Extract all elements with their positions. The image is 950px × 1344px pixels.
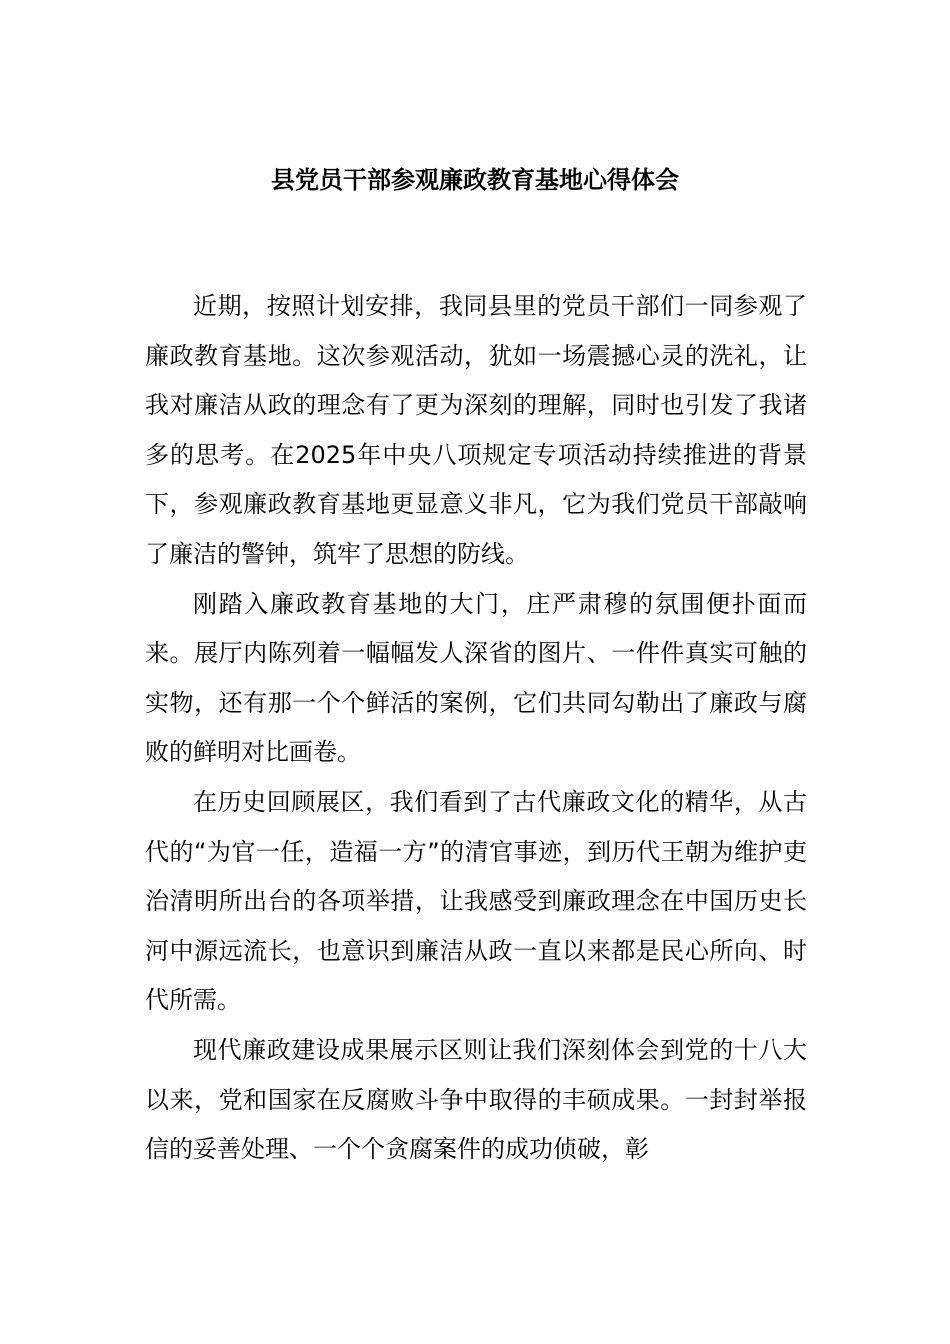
paragraph-4: 现代廉政建设成果展示区则让我们深刻体会到党的十八大以来，党和国家在反腐败斗争中取得的丰硕成果。一封封举报信的妥善处理、一个个贪腐案件的成功侦破，彰 [145, 1035, 807, 1164]
document-title: 县党员干部参观廉政教育基地心得体会 [271, 166, 679, 194]
paragraph-1: 近期，按照计划安排，我同县里的党员干部们一同参观了廉政教育基地。这次参观活动，犹如一场震撼心灵的洗礼，让我对廉洁从政的理念有了更为深刻的理解，同时也引发了我诸多的思考。在2025年中央八项规定专项活动持续推进的背景下，参观廉政教育基地更显意义非凡，它为我们党员干部敲响了廉洁的警钟，筑牢了思想的防线。 [145, 292, 807, 568]
document-body [145, 282, 807, 1175]
paragraph-3: 在历史回顾展区，我们看到了古代廉政文化的精华，从古代的“为官一任，造福一方”的清官事迹，到历代王朝为维护吏治清明所出台的各项举措，让我感受到廉政理念在中国历史长河中源远流长，也意识到廉洁从政一直以来都是民心所向、时代所需。 [145, 787, 807, 1015]
paragraph-2: 刚踏入廉政教育基地的大门，庄严肃穆的氛围便扑面而来。展厅内陈列着一幅幅发人深省的图片、一件件真实可触的实物，还有那一个个鲜活的案例，它们共同勾勒出了廉政与腐败的鲜明对比画卷。 [145, 589, 807, 767]
